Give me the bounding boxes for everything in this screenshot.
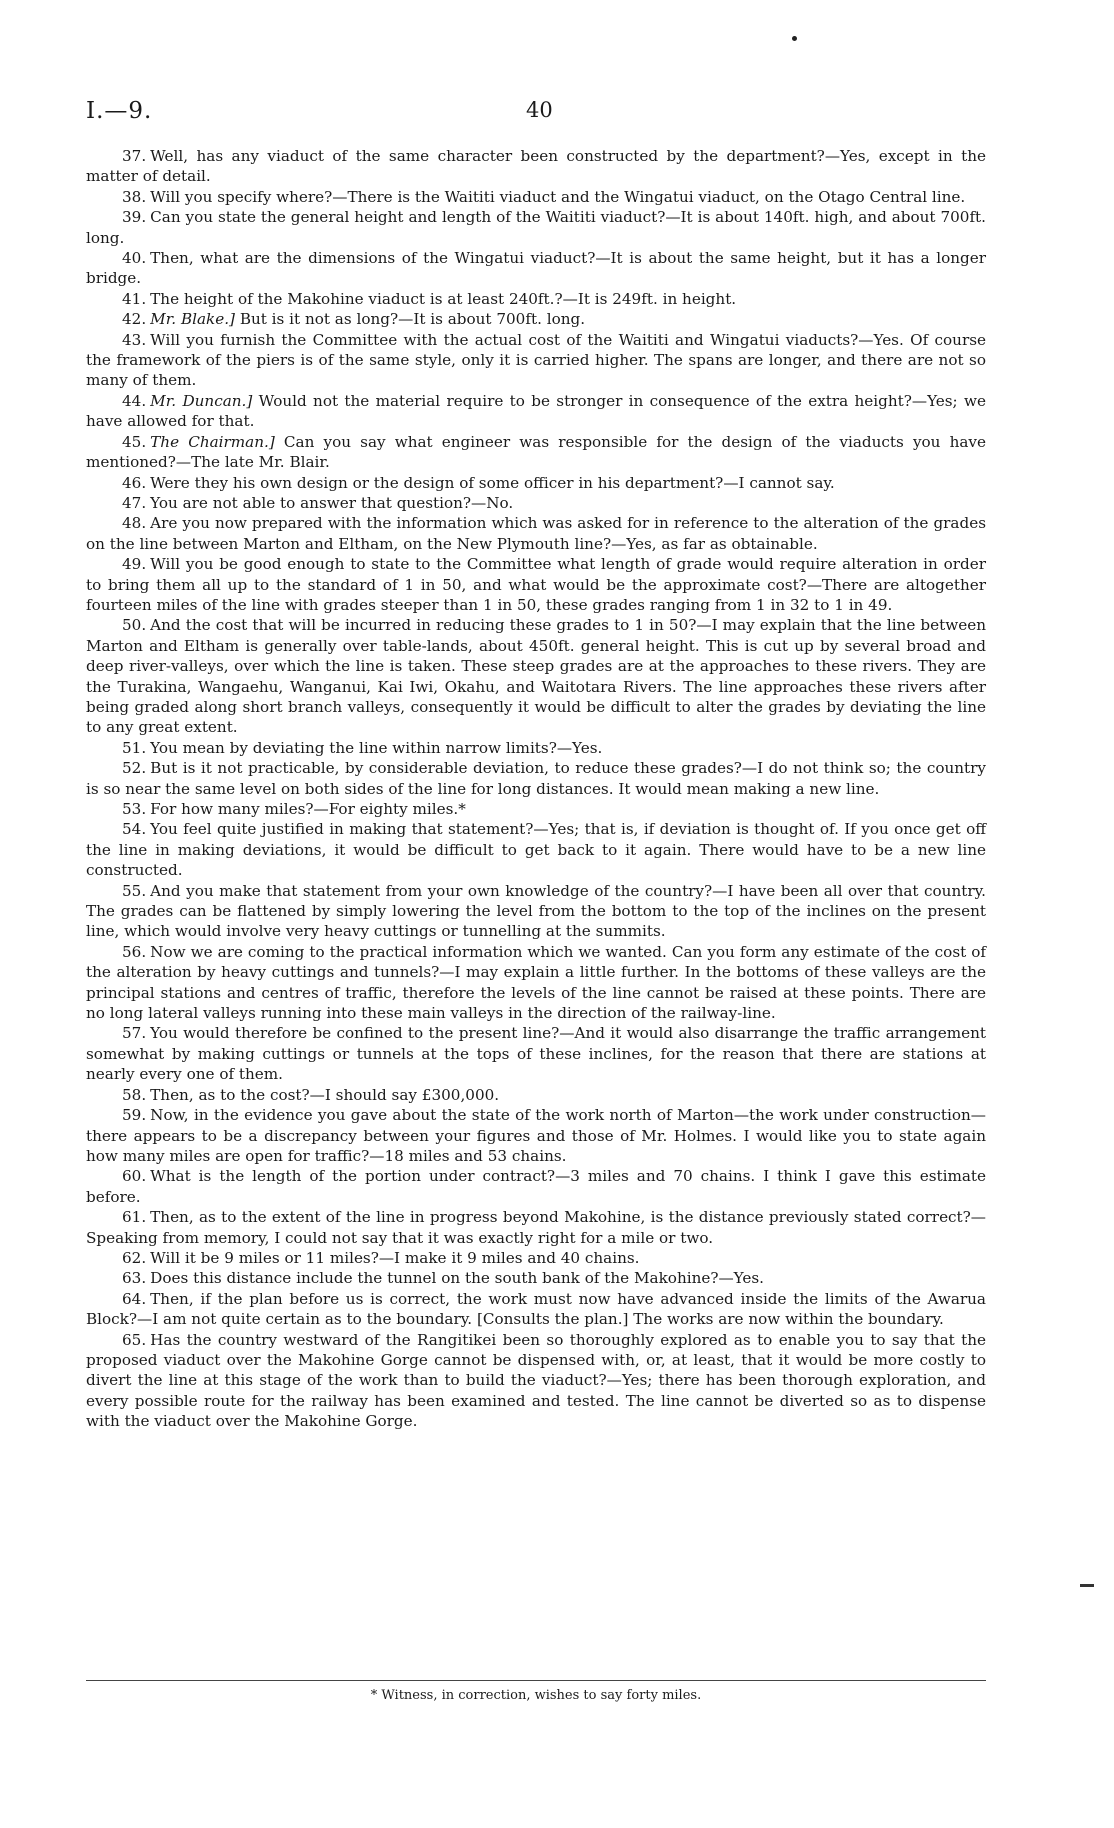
paragraph-text: For how many miles?—For eighty miles.* xyxy=(150,800,466,818)
paragraph-text: Has the country westward of the Rangitikei been so thoroughly explored as to enable you to say that the proposed viaduct over the Makohine Gorge cannot be dispensed with, or, at least, that it would be more costly to divert the line at this stage of the work than to build the viaduct?—Yes; there has been thorough exploration, and every possible route for the railway has been examined and tested. The line cannot be diverted so as to dispense with the viaduct over the Makohine Gorge. xyxy=(86,1330,986,1431)
paragraph-text: The height of the Makohine viaduct is at least 240ft.?—It is 249ft. in height. xyxy=(150,289,737,308)
question-number: 55. xyxy=(122,881,147,900)
paragraph-text: Are you now prepared with the information which was asked for in reference to the alteration of the grades on the line between Marton and Eltham, on the New Plymouth line?—Yes, as far as obtainable. xyxy=(86,514,986,553)
question-paragraph xyxy=(86,1289,986,1330)
question-paragraph xyxy=(86,1268,986,1288)
question-number: 48. xyxy=(122,514,147,533)
question-paragraph xyxy=(86,1207,986,1248)
question-paragraph xyxy=(86,758,986,799)
question-number: 61. xyxy=(122,1208,147,1227)
question-paragraph xyxy=(86,738,986,758)
paragraph-text: And the cost that will be incurred in reducing these grades to 1 in 50?—I may explain that the line between Marton and Eltham is generally over table-lands, about 450ft. general height. This is cut up by several broad and deep river-valleys, over which the line is taken. These steep grades are at the approaches to these rivers. They are the Turakina, Wangaehu, Wanganui, Kai Iwi, Okahu, and Waitotara Rivers. The line approaches these rivers after being graded along short branch valleys, consequently it would be difficult to alter the grades by deviating the line to any great extent. xyxy=(86,616,986,737)
paragraph-text: Can you say what engineer was responsible for the design of the viaducts you have mentioned?—The late Mr. Blair. xyxy=(86,432,986,472)
question-number: 51. xyxy=(122,738,147,757)
paragraph-text: You are not able to answer that question?—No. xyxy=(150,493,514,512)
paragraph-text: Does this distance include the tunnel on the south bank of the Makohine?—Yes. xyxy=(150,1269,764,1288)
question-number: 40. xyxy=(122,249,147,268)
question-paragraph xyxy=(86,615,986,737)
margin-mark xyxy=(1080,1584,1094,1587)
question-number: 44. xyxy=(122,391,147,410)
question-paragraph xyxy=(86,1023,986,1084)
question-paragraph xyxy=(86,513,986,554)
question-number: 65. xyxy=(122,1330,147,1349)
question-number: 63. xyxy=(122,1269,147,1288)
paragraph-text: Would not the material require to be stronger in consequence of the extra height?—Yes; we have allowed for that. xyxy=(86,391,986,431)
paragraph-text: Can you state the general height and length of the Waititi viaduct?—It is about 140ft. high, and about 700ft. long. xyxy=(86,208,986,247)
question-number: 39. xyxy=(122,208,147,227)
question-number: 62. xyxy=(122,1248,147,1267)
question-paragraph xyxy=(86,146,986,187)
question-paragraph xyxy=(86,1085,986,1105)
question-number: 56. xyxy=(122,942,147,961)
page-number: 40 xyxy=(526,98,553,122)
question-paragraph xyxy=(86,187,986,207)
paragraph-text: You mean by deviating the line within narrow limits?—Yes. xyxy=(150,738,603,757)
paragraph-text: Then, what are the dimensions of the Wingatui viaduct?—It is about the same height, but it has a longer bridge. xyxy=(86,249,986,288)
question-paragraph xyxy=(86,289,986,309)
paragraph-text: Then, as to the extent of the line in progress beyond Makohine, is the distance previously stated correct?—Speaking from memory, I could not say that it was exactly right for a mile or two. xyxy=(86,1208,986,1247)
question-number: 41. xyxy=(122,289,147,308)
speaker-name: Mr. Blake.] xyxy=(150,310,235,329)
question-paragraph xyxy=(86,473,986,493)
question-number: 45. xyxy=(122,432,147,451)
paragraph-text: Will you furnish the Committee with the actual cost of the Waititi and Wingatui viaducts?—Yes. Of course the framework of the piers is of the same style, only it is carried higher. The spans are longer, and there are not so many of them. xyxy=(86,330,986,390)
paragraph-text: But is it not practicable, by considerable deviation, to reduce these grades?—I do not think so; the country is so near the same level on both sides of the line for long distances. It would mean making a new line. xyxy=(86,759,986,798)
question-number: 57. xyxy=(122,1024,147,1043)
question-paragraph xyxy=(86,309,986,329)
question-paragraph xyxy=(86,942,986,1024)
question-paragraph xyxy=(86,1105,986,1166)
question-number: 42. xyxy=(122,310,147,329)
paragraph-text: You would therefore be confined to the present line?—And it would also disarrange the traffic arrangement somewhat by making cuttings or tunnels at the tops of these inclines, for the reason that there are stations at nearly every one of them. xyxy=(86,1024,986,1084)
question-paragraph xyxy=(86,330,986,391)
question-paragraph xyxy=(86,432,986,473)
paragraph-text: What is the length of the portion under contract?—3 miles and 70 chains. I think I gave this estimate before. xyxy=(86,1167,986,1206)
page-header xyxy=(86,98,986,128)
question-paragraph xyxy=(86,1248,986,1268)
question-paragraph xyxy=(86,799,986,819)
question-number: 49. xyxy=(122,555,147,574)
question-paragraph xyxy=(86,881,986,942)
paragraph-text: Now, in the evidence you gave about the state of the work north of Marton—the work under construction—there appears to be a discrepancy between your figures and those of Mr. Holmes. I would like you to state again how many miles are open for traffic?—18 miles and 53 chains. xyxy=(86,1106,986,1165)
paragraph-text: You feel quite justified in making that statement?—Yes; that is, if deviation is thought of. If you once get off the line in making deviations, it would be difficult to get back to it again. There would have to be a new line constructed. xyxy=(86,820,986,880)
paragraph-text: Will it be 9 miles or 11 miles?—I make it 9 miles and 40 chains. xyxy=(150,1248,640,1267)
document-reference: I.—9. xyxy=(86,98,153,124)
question-number: 46. xyxy=(122,473,147,492)
speaker-name: The Chairman.] xyxy=(150,432,275,451)
question-paragraph xyxy=(86,207,986,248)
question-number: 58. xyxy=(122,1085,147,1104)
question-number: 59. xyxy=(122,1106,147,1125)
question-number: 60. xyxy=(122,1167,147,1186)
speaker-name: Mr. Duncan.] xyxy=(150,391,253,410)
question-paragraph xyxy=(86,391,986,432)
question-number: 38. xyxy=(122,187,147,206)
paragraph-text: Were they his own design or the design of some officer in his department?—I cannot say. xyxy=(150,473,835,492)
paragraph-text: Well, has any viaduct of the same character been constructed by the department?—Yes, except in the matter of detail. xyxy=(86,147,986,186)
question-paragraph xyxy=(86,554,986,615)
question-paragraph xyxy=(86,493,986,513)
page-body xyxy=(86,146,986,1432)
paragraph-text: And you make that statement from your own knowledge of the country?—I have been all over that country. The grades can be flattened by simply lowering the level from the bottom to the top of the inclines on the present line, which would involve very heavy cuttings or tunnelling at the summits. xyxy=(86,881,986,941)
paragraph-text: Then, as to the cost?—I should say £300,000. xyxy=(150,1085,500,1104)
question-number: 54. xyxy=(122,820,147,839)
question-number: 53. xyxy=(122,800,147,818)
footnote-rule xyxy=(86,1680,986,1681)
footnote: * Witness, in correction, wishes to say forty miles. xyxy=(370,1688,702,1703)
question-number: 50. xyxy=(122,616,147,635)
question-number: 52. xyxy=(122,759,147,778)
paragraph-text: But is it not as long?—It is about 700ft. long. xyxy=(239,310,586,329)
ink-speck xyxy=(792,36,797,41)
question-number: 47. xyxy=(122,493,147,512)
paragraph-text: Will you specify where?—There is the Waititi viaduct and the Wingatui viaduct, on the Otago Central line. xyxy=(150,187,966,206)
question-paragraph xyxy=(86,819,986,880)
question-paragraph xyxy=(86,1330,986,1432)
paragraph-text: Will you be good enough to state to the Committee what length of grade would require alteration in order to bring them all up to the standard of 1 in 50, and what would be the approximate cost?—There are altogether fourteen miles of the line with grades steeper than 1 in 50, these grades ranging from 1 in 32 to 1 in 49. xyxy=(86,555,986,614)
paragraph-text: Then, if the plan before us is correct, the work must now have advanced inside the limits of the Awarua Block?—I am not quite certain as to the boundary. [Consults the plan.] The works are now within the boundary. xyxy=(86,1289,986,1329)
question-number: 37. xyxy=(122,147,147,165)
question-paragraph xyxy=(86,1166,986,1207)
question-paragraph xyxy=(86,248,986,289)
paragraph-text: Now we are coming to the practical information which we wanted. Can you form any estimate of the cost of the alteration by heavy cuttings and tunnels?—I may explain a little further. In the bottoms of these valleys are the principal stations and centres of traffic, therefore the levels of the line cannot be raised at these points. There are no long lateral valleys running into these main valleys in the direction of the railway-line. xyxy=(86,942,986,1023)
question-number: 64. xyxy=(122,1289,147,1308)
question-number: 43. xyxy=(122,330,147,349)
